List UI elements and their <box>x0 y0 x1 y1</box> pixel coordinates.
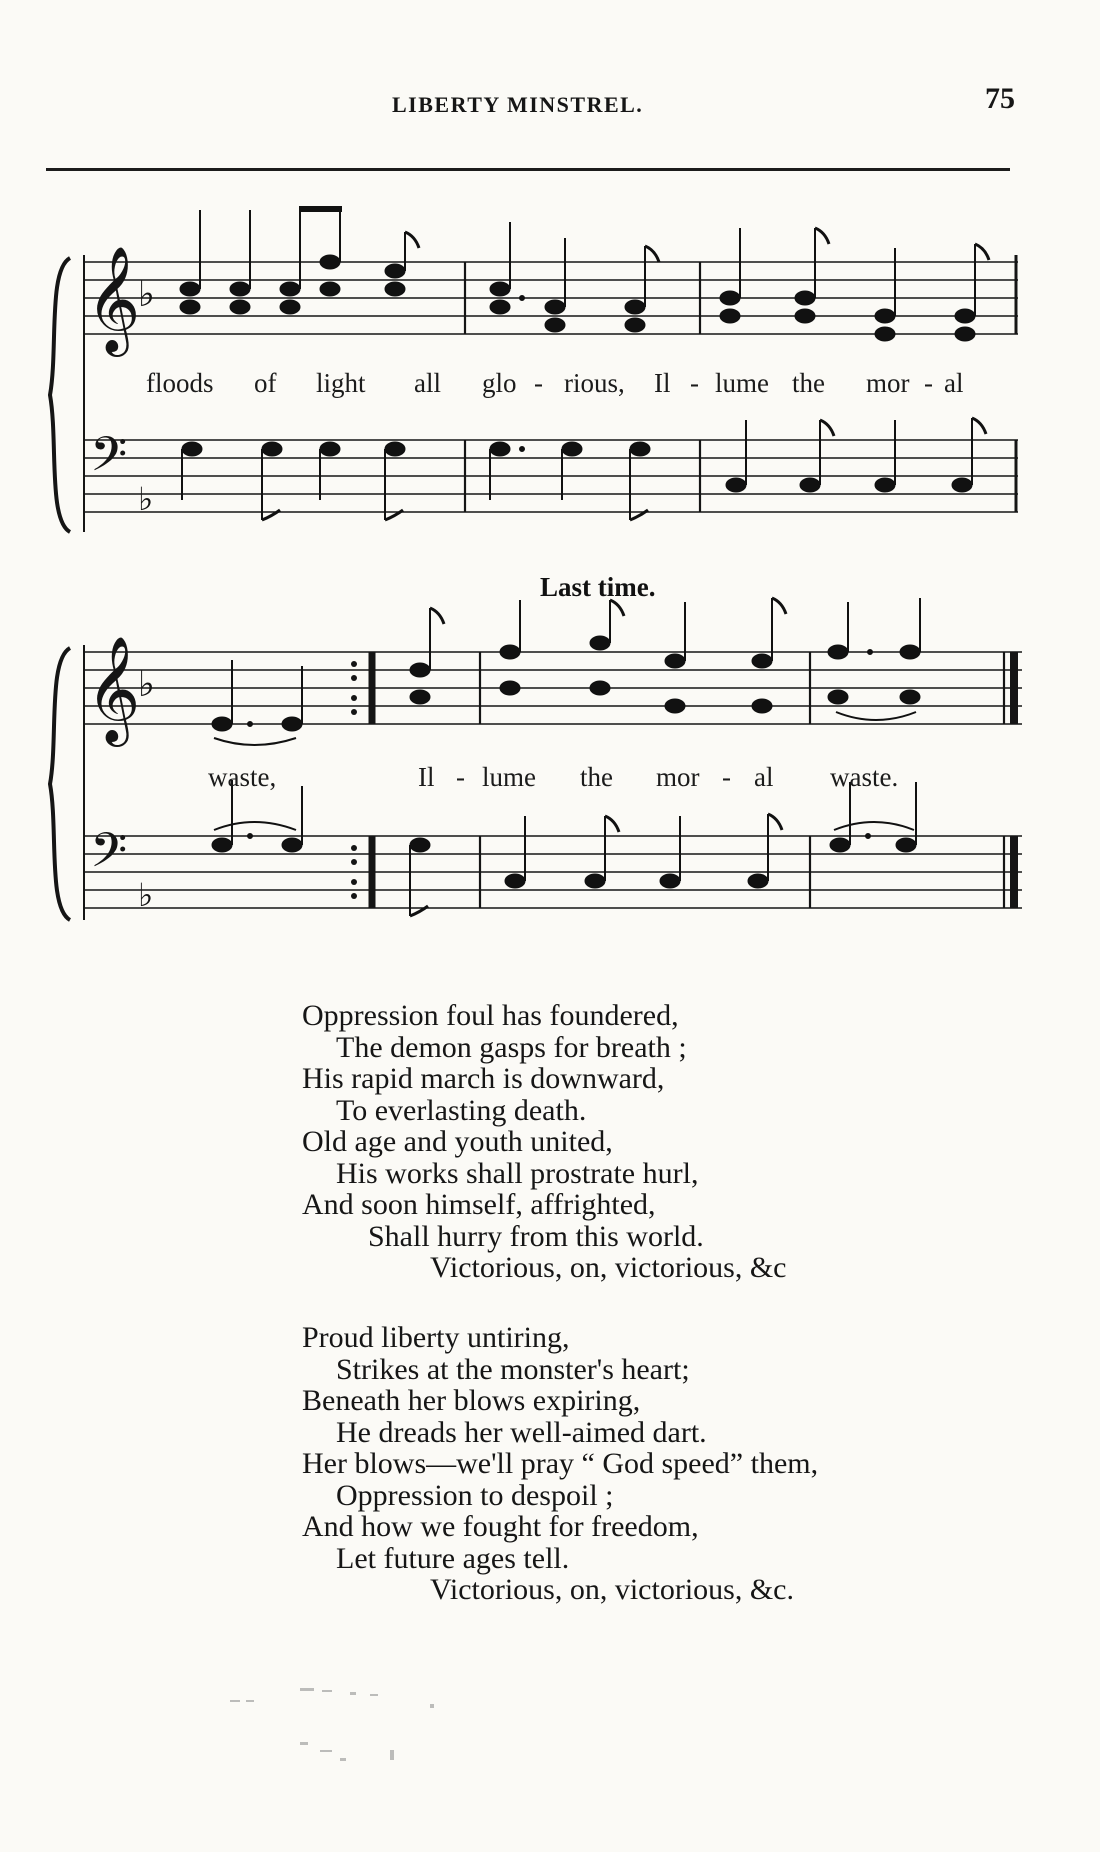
page-number: 75 <box>985 82 1015 115</box>
running-head: LIBERTY MINSTREL. <box>392 92 644 117</box>
verse-1 <box>302 1000 786 1284</box>
lyric: light <box>316 368 366 398</box>
verse-line: To everlasting death. <box>336 1093 587 1127</box>
verse-line: Proud liberty untiring, <box>302 1321 570 1354</box>
lyric: Il <box>418 762 435 792</box>
lyric: - <box>456 762 465 792</box>
verse-line: Her blows—we'll pray “ God speed” them, <box>302 1447 819 1480</box>
verse-refrain: Victorious, on, victorious, &c <box>430 1251 787 1284</box>
lyric: waste. <box>830 762 899 792</box>
lyric: the <box>792 368 825 398</box>
bass-notes-1 <box>182 418 986 520</box>
verse-line: His rapid march is downward, <box>302 1062 665 1095</box>
lyric: the <box>580 762 613 792</box>
treble-clef-2: 𝄞 <box>86 635 141 742</box>
lyric: mor <box>656 762 700 792</box>
treble-notes-2 <box>212 598 920 745</box>
verse-line: His works shall prostrate hurl, <box>336 1156 699 1190</box>
lyric: mor <box>866 368 910 398</box>
verse-line: Oppression to despoil ; <box>336 1478 614 1512</box>
verse-line: Shall hurry from this world. <box>368 1219 704 1253</box>
flat-key-2: ♭ <box>138 664 155 705</box>
verse-2 <box>302 1322 818 1606</box>
verse-line: He dreads her well-aimed dart. <box>336 1415 707 1449</box>
lyric: Il <box>654 368 671 398</box>
brace <box>50 258 70 532</box>
lyric: - <box>924 368 933 398</box>
bass-clef-2: 𝄢 <box>90 822 128 890</box>
flat-key-1: ♭ <box>138 274 155 315</box>
verse-line: The demon gasps for breath ; <box>336 1030 687 1064</box>
verse-line: And soon himself, affrighted, <box>302 1188 656 1221</box>
flat-key-bass-1: ♭ <box>138 480 154 518</box>
lyrics-1 <box>146 368 964 398</box>
lyric: al <box>754 762 774 792</box>
bass-clef-1: 𝄢 <box>90 426 128 494</box>
verse-line: Beneath her blows expiring, <box>302 1384 641 1417</box>
lyric: of <box>254 368 277 398</box>
treble-staff-2 <box>84 652 1022 724</box>
verse-refrain: Victorious, on, victorious, &c. <box>430 1573 794 1606</box>
lyric: - <box>534 368 543 398</box>
lyric: - <box>722 762 731 792</box>
verse-line: Oppression foul has foundered, <box>302 999 679 1032</box>
lyric: lume <box>482 762 536 792</box>
brace <box>50 648 70 920</box>
lyric: al <box>944 368 964 398</box>
lyric: rious, <box>564 368 625 398</box>
lyric: all <box>414 368 441 398</box>
treble-notes-1 <box>180 206 989 341</box>
lyric: lume <box>715 368 769 398</box>
lyric: floods <box>146 368 214 398</box>
verse-line: Old age and youth united, <box>302 1125 613 1158</box>
bass-staff-1 <box>84 440 1018 512</box>
last-time-direction: Last time. <box>540 572 656 602</box>
lyric: glo <box>482 368 517 398</box>
treble-clef-1: 𝄞 <box>86 245 141 352</box>
verse-line: Let future ages tell. <box>336 1541 570 1575</box>
lyric: waste, <box>208 762 277 792</box>
flat-key-bass-2: ♭ <box>138 876 154 914</box>
print-smudge <box>230 1680 470 1800</box>
lyrics-2 <box>208 762 898 792</box>
verse-line: Strikes at the monster's heart; <box>336 1352 690 1386</box>
lyric: - <box>690 368 699 398</box>
verse-line: And how we fought for freedom, <box>302 1510 699 1543</box>
